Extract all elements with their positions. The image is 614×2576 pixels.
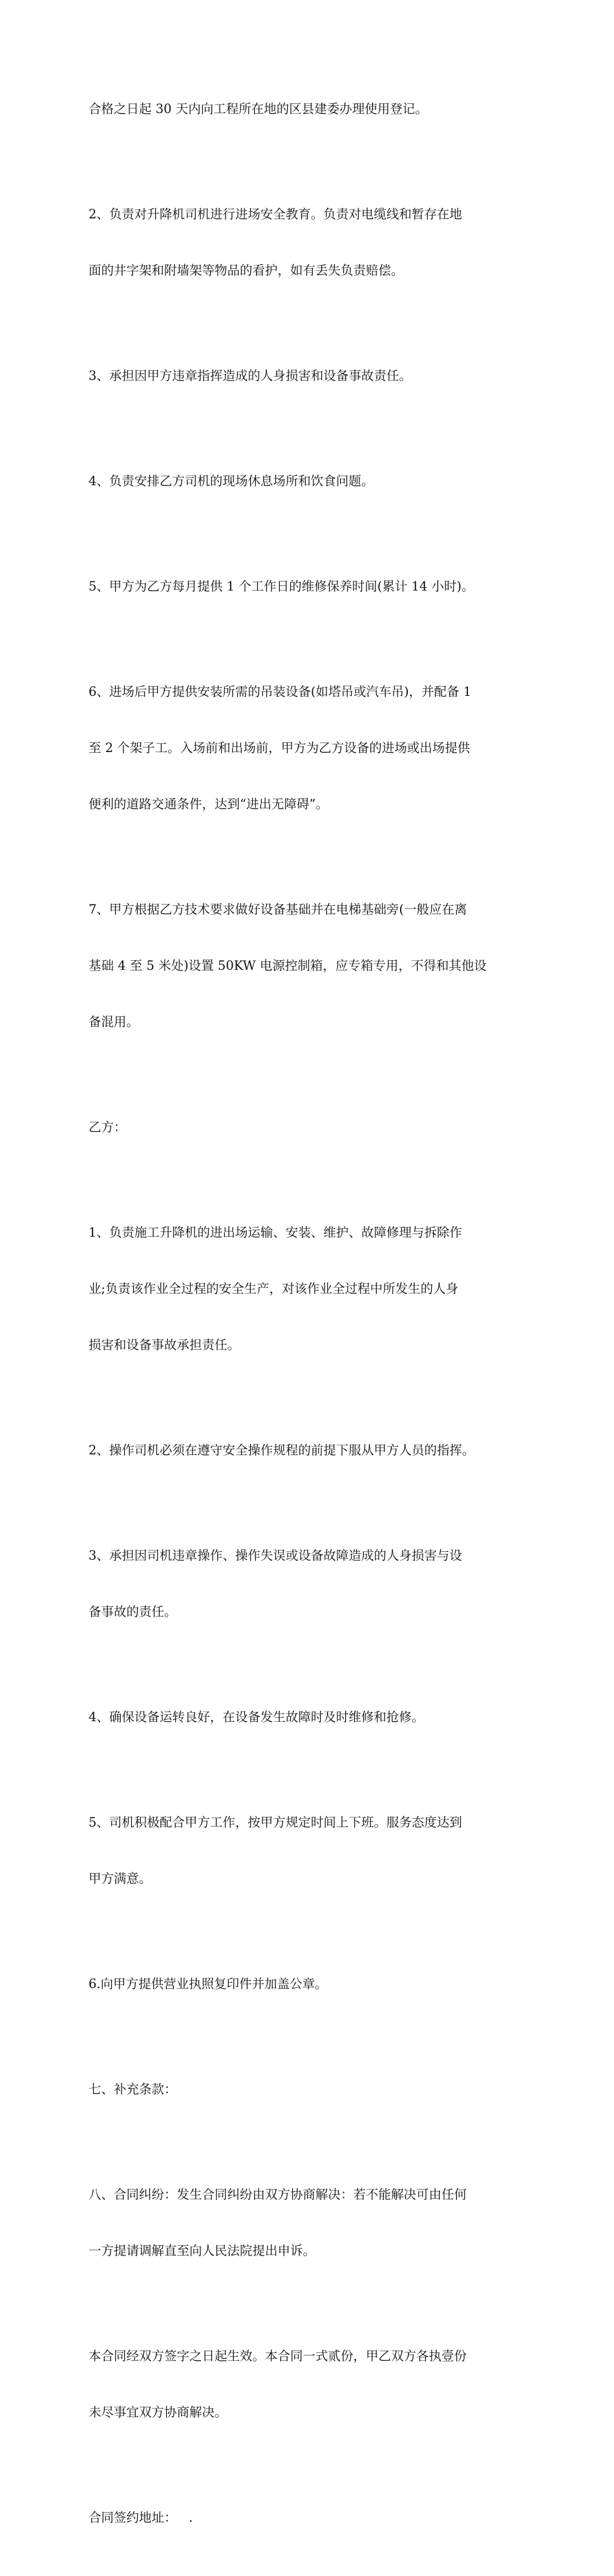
- text-line: 甲方满意。: [89, 1871, 152, 1886]
- paragraph-party-a-item-6: [89, 645, 528, 851]
- paragraph-signing-address: [89, 2471, 528, 2564]
- paragraph-party-a-item-3: [89, 329, 528, 423]
- document-body: [89, 62, 528, 2576]
- paragraph-registration: [89, 62, 528, 156]
- text-line: 1、负责施工升降机的进出场运输、安装、维护、故障修理与拆除作: [89, 1225, 462, 1240]
- text-line: 便利的道路交通条件，达到“进出无障碍”。: [89, 797, 328, 812]
- text-line: 一方提请调解直至向人民法院提出申诉。: [89, 2243, 316, 2258]
- text-line: 合格之日起 30 天内向工程所在地的区县建委办理使用登记。: [89, 101, 428, 116]
- paragraph-party-b-item-6: [89, 1937, 528, 2031]
- text-line: 业;负责该作业全过程的安全生产，对该作业全过程中所发生的人身: [89, 1281, 459, 1296]
- text-line: 7、甲方根据乙方技术要求做好设备基础并在电梯基础旁(一般应在离: [89, 902, 467, 917]
- text-line: 面的井字架和附墙架等物品的看护，如有丢失负责赔偿。: [89, 263, 404, 278]
- section-heading-supplementary: [89, 2042, 528, 2136]
- paragraph-party-a-item-7: [89, 863, 528, 1069]
- paragraph-party-a-item-2: [89, 167, 528, 317]
- text-line: 6、进场后甲方提供安装所需的吊装设备(如塔吊或汽车吊)，并配备 1: [89, 684, 472, 699]
- paragraph-effectiveness: [89, 2309, 528, 2459]
- text-line: 4、负责安排乙方司机的现场休息场所和饮食问题。: [89, 474, 374, 488]
- paragraph-party-b-item-5: [89, 1775, 528, 1925]
- text-line: 3、承担因司机违章操作、操作失误或设备故障造成的人身损害与设: [89, 1548, 462, 1563]
- paragraph-disputes: [89, 2148, 528, 2298]
- text-line: 备事故的责任。: [89, 1604, 177, 1619]
- text-line: 合同签约地址： .: [89, 2510, 193, 2525]
- text-line: 4、确保设备运转良好，在设备发生故障时及时维修和抢修。: [89, 1710, 425, 1724]
- paragraph-party-a-item-5: [89, 539, 528, 633]
- paragraph-party-b-item-4: [89, 1670, 528, 1764]
- text-line: 5、司机积极配合甲方工作，按甲方规定时间上下班。服务态度达到: [89, 1815, 462, 1830]
- text-line: 本合同经双方签字之日起生效。本合同一式贰份，甲乙双方各执壹份: [89, 2349, 467, 2363]
- paragraph-party-a-item-4: [89, 434, 528, 528]
- text-line: 未尽事宜双方协商解决。: [89, 2405, 228, 2420]
- text-line: 5、甲方为乙方每月提供 1 个工作日的维修保养时间(累计 14 小时)。: [89, 579, 474, 594]
- text-line: 损害和设备事故承担责任。: [89, 1337, 240, 1352]
- text-line: 基础 4 至 5 米处)设置 50KW 电源控制箱，应专箱专用，不得和其他设: [89, 958, 487, 973]
- text-line: 备混用。: [89, 1014, 140, 1029]
- text-line: 6.向甲方提供营业执照复印件并加盖公章。: [89, 1976, 328, 1991]
- text-line: 乙方：: [89, 1120, 127, 1135]
- text-line: 3、承担因甲方违章指挥造成的人身损害和设备事故责任。: [89, 368, 412, 383]
- paragraph-party-b-item-1: [89, 1186, 528, 1392]
- text-line: 2、操作司机必须在遵守安全操作规程的前提下服从甲方人员的指挥。: [89, 1443, 475, 1458]
- text-line: 七、补充条款：: [89, 2082, 177, 2097]
- text-line: 2、负责对升降机司机进行进场安全教育。负责对电缆线和暂存在地: [89, 207, 462, 222]
- text-line: 八、合同纠纷：发生合同纠纷由双方协商解决：若不能解决可由任何: [89, 2187, 467, 2202]
- paragraph-party-b-item-3: [89, 1509, 528, 1659]
- section-heading-party-b: [89, 1080, 528, 1174]
- text-line: 至 2 个架子工。入场前和出场前，甲方为乙方设备的进场或出场提供: [89, 740, 471, 755]
- paragraph-party-b-item-2: [89, 1403, 528, 1497]
